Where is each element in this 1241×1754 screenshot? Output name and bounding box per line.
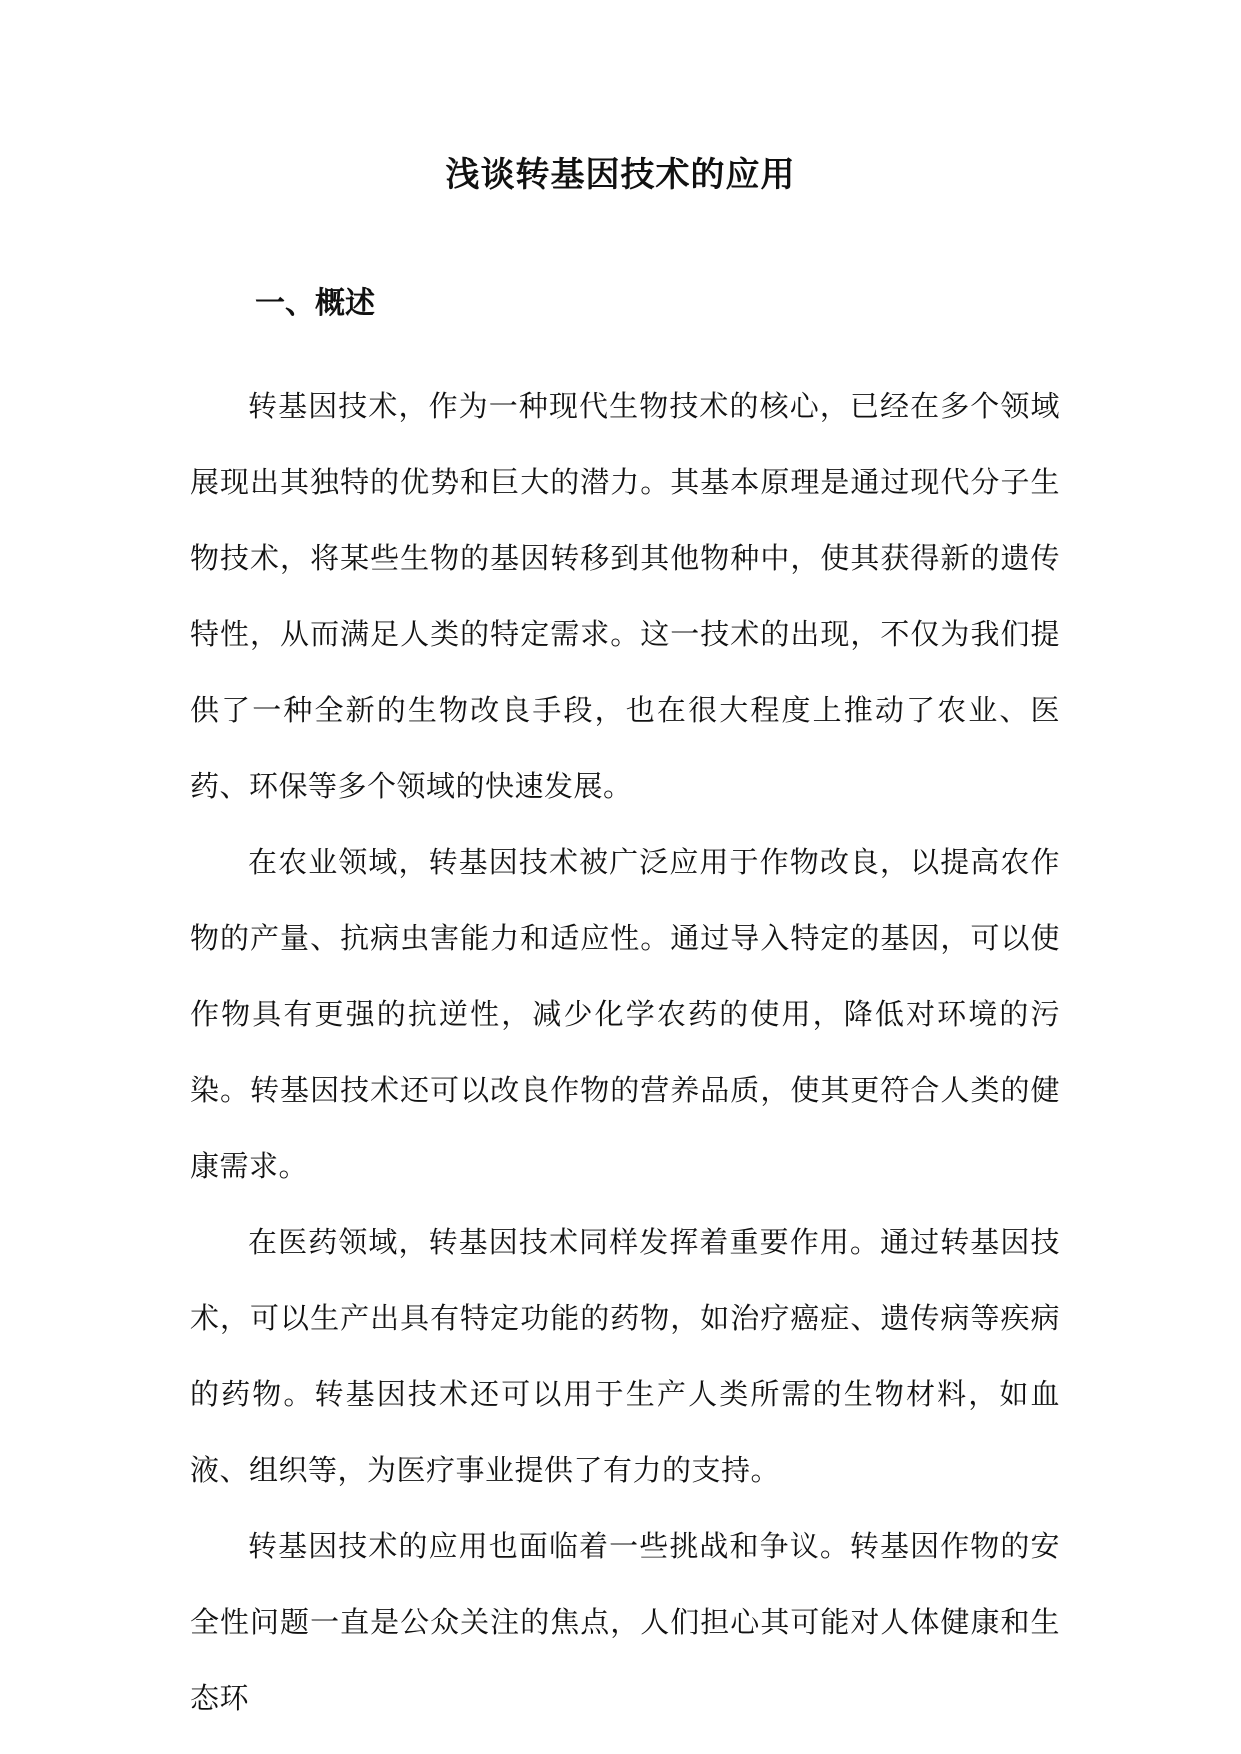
section-heading: 一、概述 [255,286,375,321]
paragraph-overview: 转基因技术，作为一种现代生物技术的核心，已经在多个领域展现出其独特的优势和巨大的潜力。其基本原理是通过现代分子生物技术，将某些生物的基因转移到其他物种中，使其获得新的遗传特性，从而满足人类的特定需求。这一技术的出现，不仅为我们提供了一种全新的生物改良手段，也在很大程度上推动了农业、医药、环保等多个领域的快速发展。 [190,389,1060,803]
paragraph-agriculture: 在农业领域，转基因技术被广泛应用于作物改良，以提高农作物的产量、抗病虫害能力和适应性。通过导入特定的基因，可以使作物具有更强的抗逆性，减少化学农药的使用，降低对环境的污染。转基因技术还可以改良作物的营养品质，使其更符合人类的健康需求。 [190,845,1060,1183]
paragraph-medicine: 在医药领域，转基因技术同样发挥着重要作用。通过转基因技术，可以生产出具有特定功能的药物，如治疗癌症、遗传病等疾病的药物。转基因技术还可以用于生产人类所需的生物材料，如血液、组织等，为医疗事业提供了有力的支持。 [190,1225,1060,1487]
body-text [190,368,1060,1736]
document-title: 浅谈转基因技术的应用 [445,155,796,195]
paragraph-challenges: 转基因技术的应用也面临着一些挑战和争议。转基因作物的安全性问题一直是公众关注的焦点，人们担心其可能对人体健康和生态环 [190,1529,1060,1715]
